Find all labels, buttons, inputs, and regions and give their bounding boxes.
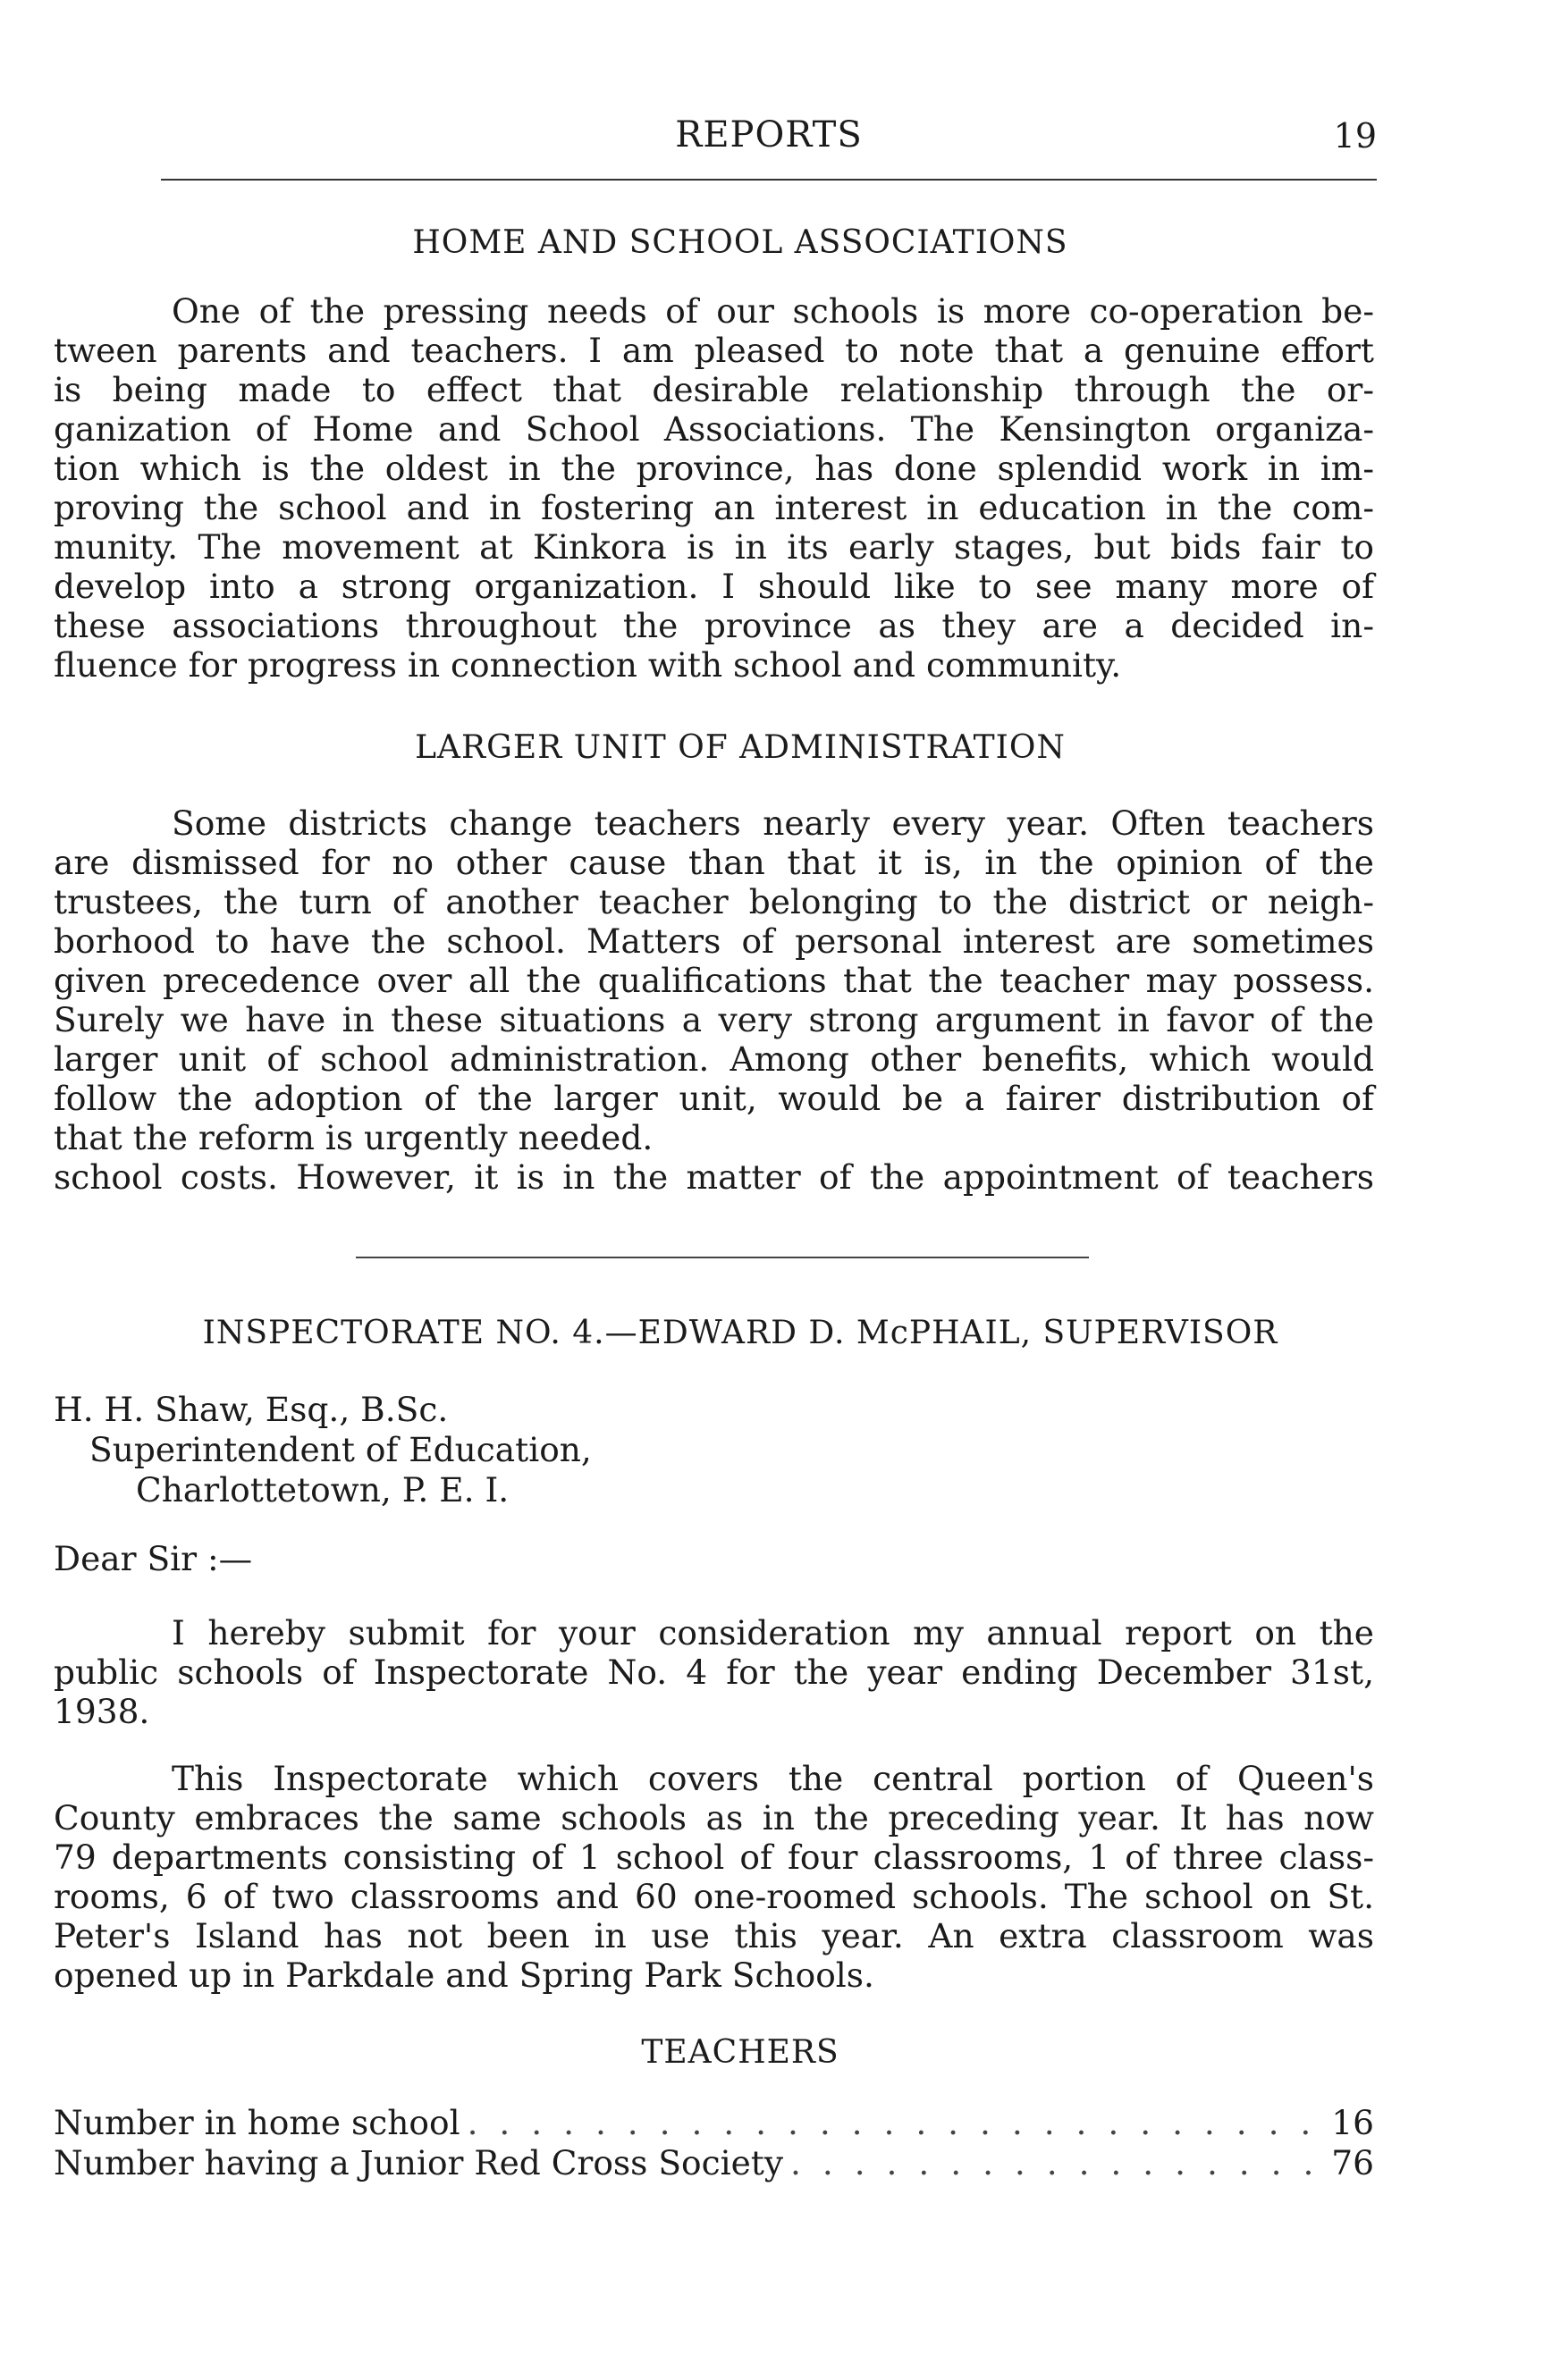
paragraph-inspectorate-description (54, 1759, 1374, 1995)
text-line: trustees, the turn of another teacher belonging to the district or neigh- (54, 882, 1374, 921)
section-heading-larger-unit: LARGER UNIT OF ADMINISTRATION (415, 729, 1066, 766)
dot-leader (468, 2103, 1325, 2142)
text-line: opened up in Parkdale and Spring Park Schools. (54, 1955, 874, 1995)
paragraph-home-school (54, 291, 1374, 685)
page-header (161, 114, 1377, 168)
header-rule (161, 179, 1377, 181)
text-line: ganization of Home and School Associations. The Kensington organiza- (54, 409, 1374, 449)
teachers-row (54, 2103, 1374, 2142)
salutation: Dear Sir :— (54, 1539, 253, 1578)
text-line: tion which is the oldest in the province, has done splendid work in im- (54, 449, 1374, 488)
text-line: are dismissed for no other cause than that it is, in the opinion of the (54, 843, 1374, 882)
text-line: I hereby submit for your consideration my annual report on the (172, 1613, 1374, 1653)
teachers-row-value: 76 (1331, 2143, 1374, 2182)
running-title: REPORTS (675, 114, 863, 156)
teachers-row-label: Number having a Junior Red Cross Society (54, 2143, 784, 2182)
text-line: given precedence over all the qualifications that the teacher may possess. (54, 961, 1374, 1000)
text-line: Some districts change teachers nearly every year. Often teachers (172, 803, 1374, 843)
paragraph-larger-unit (54, 803, 1374, 1197)
text-line: This Inspectorate which covers the central portion of Queen's (172, 1759, 1374, 1798)
dot-leader (790, 2143, 1324, 2182)
addressee-location: Charlottetown, P. E. I. (136, 1470, 510, 1510)
text-line: public schools of Inspectorate No. 4 for the year ending December 31st, (54, 1653, 1374, 1692)
section-divider (356, 1257, 1089, 1258)
text-line: munity. The movement at Kinkora is in its early stages, but bids fair to (54, 527, 1374, 567)
text-line: proving the school and in fostering an interest in education in the com- (54, 488, 1374, 527)
teachers-row-label: Number in home school (54, 2103, 460, 2142)
text-line: 1938. (54, 1692, 150, 1731)
section-heading-home-school: HOME AND SCHOOL ASSOCIATIONS (412, 224, 1068, 261)
text-line: fluence for progress in connection with school and community. (54, 645, 1122, 685)
text-line: develop into a strong organization. I should like to see many more of (54, 567, 1374, 606)
addressee-title: Superintendent of Education, (89, 1430, 592, 1469)
text-line: Surely we have in these situations a very strong argument in favor of the (54, 1000, 1374, 1039)
addressee-name: H. H. Shaw, Esq., B.Sc. (54, 1390, 449, 1429)
teachers-row-value: 16 (1331, 2103, 1374, 2142)
text-line: One of the pressing needs of our schools is more co-operation be- (172, 291, 1374, 331)
text-line: borhood to have the school. Matters of personal interest are sometimes (54, 921, 1374, 961)
text-line: that the reform is urgently needed. (54, 1118, 654, 1157)
page-number: 19 (1333, 116, 1377, 156)
text-line: follow the adoption of the larger unit, would be a fairer distribution of (54, 1079, 1374, 1118)
text-line: rooms, 6 of two classrooms and 60 one-roomed schools. The school on St. (54, 1877, 1374, 1916)
section-heading-teachers: TEACHERS (641, 2034, 839, 2071)
text-line: Peter's Island has not been in use this year. An extra classroom was (54, 1916, 1374, 1955)
text-line: is being made to effect that desirable relationship through the or- (54, 370, 1374, 409)
paragraph-report-submission (54, 1613, 1374, 1731)
section-heading-inspectorate: INSPECTORATE NO. 4.—EDWARD D. McPHAIL, SUPERVISOR (202, 1315, 1278, 1351)
text-line: County embraces the same schools as in the preceding year. It has now (54, 1798, 1374, 1838)
teachers-row (54, 2143, 1374, 2182)
text-line: school costs. However, it is in the matter of the appointment of teachers (54, 1157, 1374, 1197)
text-line: tween parents and teachers. I am pleased to note that a genuine effort (54, 331, 1374, 370)
text-line: 79 departments consisting of 1 school of four classrooms, 1 of three class- (54, 1838, 1374, 1877)
text-line: these associations throughout the province as they are a decided in- (54, 606, 1374, 645)
text-line: larger unit of school administration. Among other benefits, which would (54, 1039, 1374, 1079)
